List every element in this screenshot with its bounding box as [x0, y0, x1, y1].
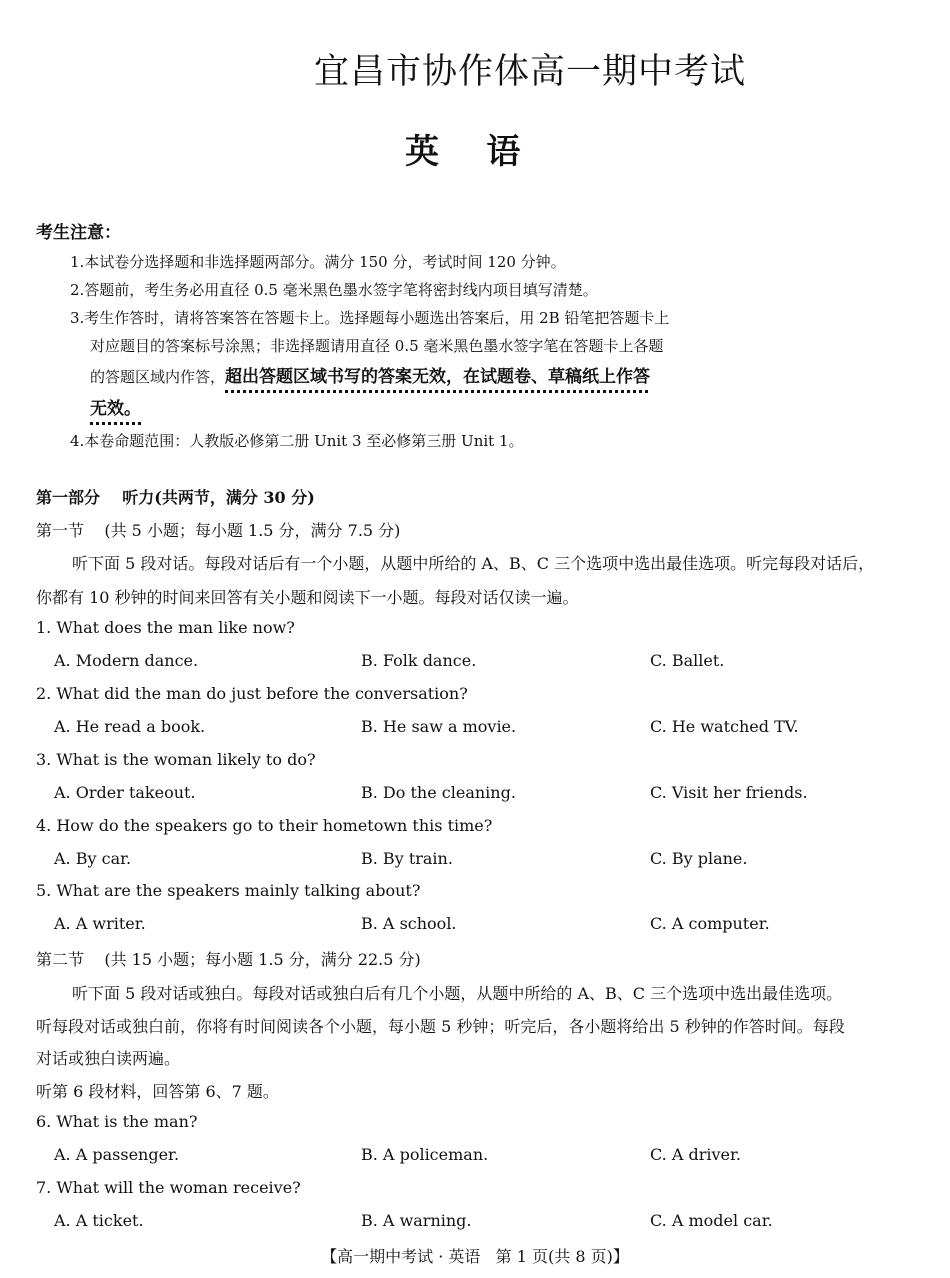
q4-option-c: C. By plane.: [650, 849, 748, 868]
q1-option-b: B. Folk dance.: [361, 651, 477, 670]
q4-option-a: A. By car.: [54, 849, 132, 868]
section2-instructions-2: 听每段对话或独白前，你将有时间阅读各个小题，每小题 5 秒钟；听完后，各小题将给出 5 秒钟的作答时间。每段: [36, 1017, 845, 1036]
notice-item-3-line-4: 无效。: [90, 399, 141, 419]
q4-option-b: B. By train.: [361, 849, 453, 868]
exam-title: 宜昌市协作体高一期中考试: [313, 52, 746, 92]
q6-option-c: C. A driver.: [650, 1145, 741, 1164]
q6-option-a: A. A passenger.: [54, 1145, 180, 1164]
section2-instructions-1: 听下面 5 段对话或独白。每段对话或独白后有几个小题，从题中所给的 A、B、C 三个选项中选出最佳选项。: [72, 984, 843, 1003]
section2-instructions-3: 对话或独白读两遍。: [36, 1049, 181, 1068]
question-5: 5. What are the speakers mainly talking about?: [36, 881, 421, 900]
question-1: 1. What does the man like now?: [36, 618, 295, 637]
section1-instructions-2: 你都有 10 秒钟的时间来回答有关小题和阅读下一小题。每段对话仅读一遍。: [36, 588, 579, 607]
q3-option-a: A. Order takeout.: [54, 783, 196, 802]
part1-heading: 第一部分 听力(共两节，满分 30 分): [36, 488, 315, 507]
question-3: 3. What is the woman likely to do?: [36, 750, 316, 769]
notice-item-3-line-1: 3.考生作答时，请将答案答在答题卡上。选择题每小题选出答案后，用 2B 铅笔把答题卡上: [70, 309, 670, 327]
notice-item-2: 2.答题前，考生务必用直径 0.5 毫米黑色墨水签字笔将密封线内项目填写清楚。: [70, 281, 598, 299]
question-6: 6. What is the man?: [36, 1112, 198, 1131]
question-2: 2. What did the man do just before the conversation?: [36, 684, 468, 703]
subject-title: 英 语: [405, 132, 521, 172]
q7-option-b: B. A warning.: [361, 1211, 472, 1230]
q2-option-a: A. He read a book.: [54, 717, 206, 736]
material-6-note: 听第 6 段材料，回答第 6、7 题。: [36, 1082, 279, 1101]
notice-item-3-plain: 的答题区域内作答，: [90, 368, 226, 386]
q5-option-c: C. A computer.: [650, 914, 770, 933]
q6-option-b: B. A policeman.: [361, 1145, 489, 1164]
q2-option-b: B. He saw a movie.: [361, 717, 517, 736]
notice-item-3-line-3: [90, 362, 650, 387]
q7-option-a: A. A ticket.: [54, 1211, 144, 1230]
notice-item-4: 4.本卷命题范围：人教版必修第二册 Unit 3 至必修第三册 Unit 1。: [70, 432, 524, 450]
q5-option-b: B. A school.: [361, 914, 457, 933]
page-footer: 【高一期中考试 · 英语 第 1 页(共 8 页)】: [321, 1247, 629, 1266]
notice-item-1: 1.本试卷分选择题和非选择题两部分。满分 150 分，考试时间 120 分钟。: [70, 253, 566, 271]
question-4: 4. How do the speakers go to their hometown this time?: [36, 816, 493, 835]
q3-option-b: B. Do the cleaning.: [361, 783, 516, 802]
q5-option-a: A. A writer.: [54, 914, 146, 933]
notice-item-3-line-2: 对应题目的答案标号涂黑；非选择题请用直径 0.5 毫米黑色墨水签字笔在答题卡上各题: [90, 337, 664, 355]
q1-option-a: A. Modern dance.: [54, 651, 199, 670]
notice-heading: 考生注意：: [36, 223, 121, 243]
q3-option-c: C. Visit her friends.: [650, 783, 808, 802]
notice-item-3-emphasis: 超出答题区域书写的答案无效，在试题卷、草稿纸上作答: [225, 367, 651, 387]
section1-heading: 第一节 (共 5 小题；每小题 1.5 分，满分 7.5 分): [36, 521, 401, 540]
q2-option-c: C. He watched TV.: [650, 717, 799, 736]
q1-option-c: C. Ballet.: [650, 651, 725, 670]
section2-heading: 第二节 (共 15 小题；每小题 1.5 分，满分 22.5 分): [36, 950, 421, 969]
section1-instructions-1: 听下面 5 段对话。每段对话后有一个小题，从题中所给的 A、B、C 三个选项中选出最佳选项。听完每段对话后，: [72, 554, 875, 573]
question-7: 7. What will the woman receive?: [36, 1178, 301, 1197]
q7-option-c: C. A model car.: [650, 1211, 773, 1230]
